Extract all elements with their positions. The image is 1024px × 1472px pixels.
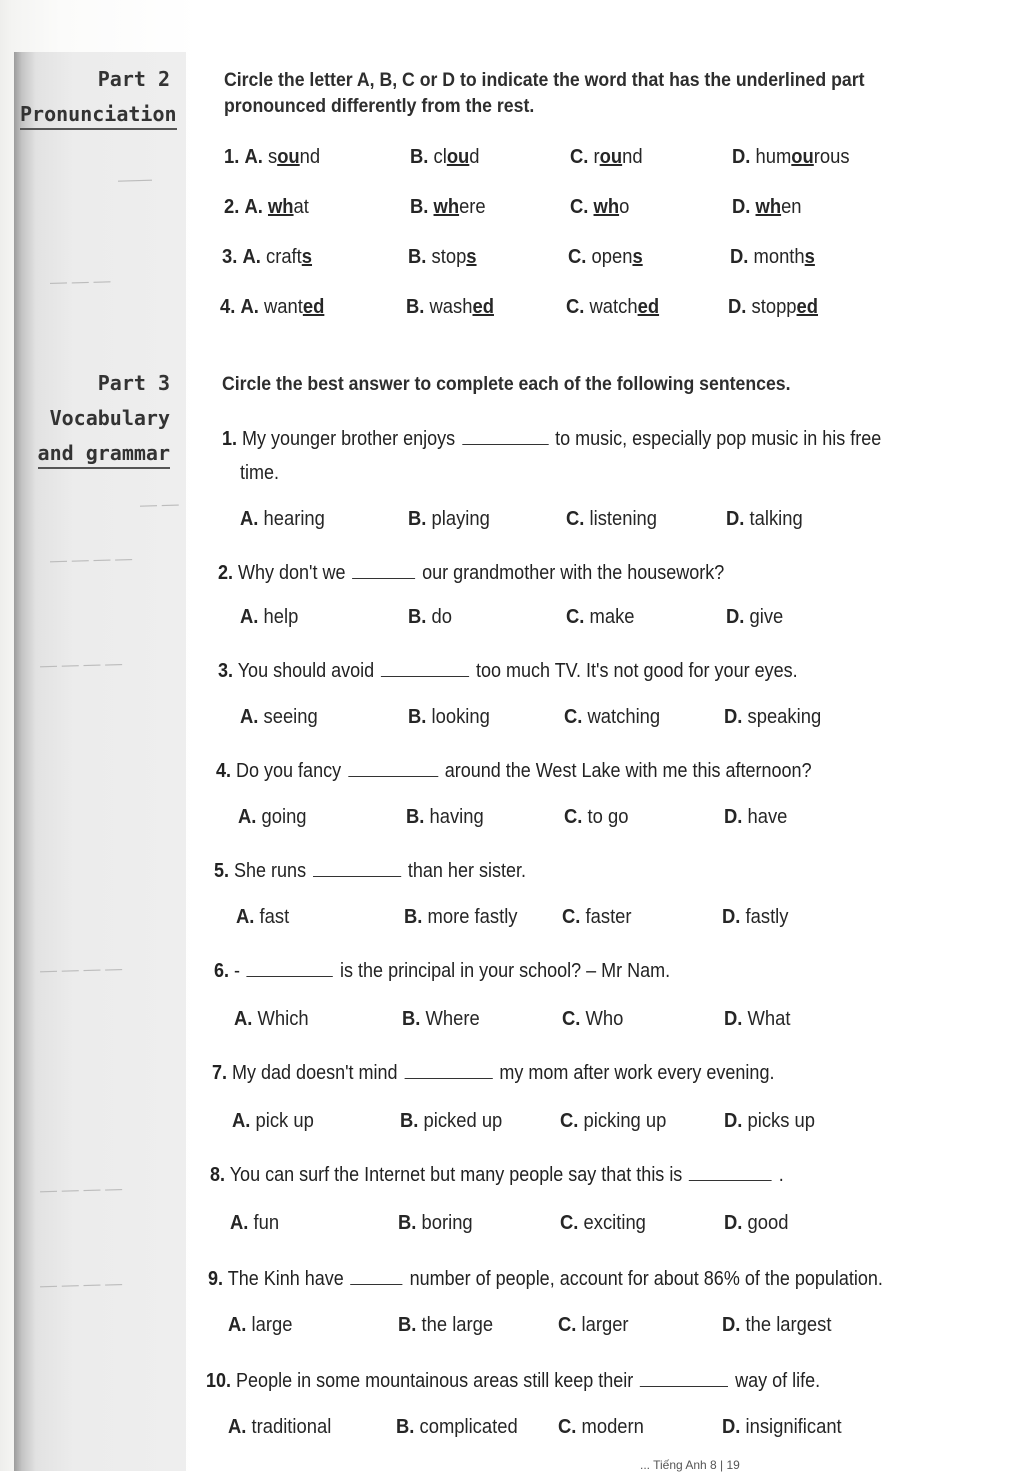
part3-instruction: Circle the best answer to complete each of the following sentences. xyxy=(222,374,791,395)
question-stem: My younger brother enjoys xyxy=(242,428,456,450)
option-text: larger xyxy=(581,1314,629,1336)
word-part: watch xyxy=(589,296,638,318)
underlined-sound: wh xyxy=(593,196,620,218)
option-letter: B. xyxy=(408,606,427,628)
underlined-sound: wh xyxy=(755,196,782,218)
part2-title: Pronunciation xyxy=(20,102,177,130)
answer-option[interactable] xyxy=(398,1314,493,1337)
option-text: fastly xyxy=(745,906,789,928)
option-letter: D. xyxy=(730,246,749,268)
option-text: to go xyxy=(587,806,629,828)
answer-option[interactable] xyxy=(240,508,325,531)
answer-option[interactable] xyxy=(724,1110,815,1133)
word-part: craft xyxy=(265,246,302,268)
underlined-sound: ou xyxy=(791,146,814,168)
option-letter: C. xyxy=(566,296,585,318)
part3-label xyxy=(20,366,170,471)
option-text: more fastly xyxy=(427,906,518,928)
question-number: 4. xyxy=(220,296,236,318)
bleed-through-marks: — — — — xyxy=(49,548,133,571)
word-part: r xyxy=(593,146,600,168)
underlined-sound: ed xyxy=(472,296,494,318)
answer-option[interactable] xyxy=(240,606,298,629)
option-text: picked up xyxy=(423,1110,503,1132)
word-part: hum xyxy=(755,146,792,168)
option-letter: A. xyxy=(228,1314,247,1336)
option-letter: D. xyxy=(722,906,741,928)
option-text: complicated xyxy=(419,1416,518,1438)
word-part: d xyxy=(469,146,480,168)
option-letter: B. xyxy=(410,146,429,168)
option-text: traditional xyxy=(251,1416,332,1438)
pronunciation-question-row xyxy=(224,196,924,226)
question-stem-end: too much TV. It's not good for your eyes. xyxy=(475,660,798,682)
answer-option[interactable] xyxy=(558,1416,644,1439)
part3-number: Part 3 xyxy=(97,371,170,395)
answer-option[interactable] xyxy=(222,246,312,269)
answer-option[interactable] xyxy=(724,806,787,829)
answer-option[interactable] xyxy=(402,1008,480,1031)
answer-option[interactable] xyxy=(726,508,803,531)
question-stem-end: to music, especially pop music in his free xyxy=(555,428,882,450)
option-letter: D. xyxy=(722,1314,741,1336)
option-letter: D. xyxy=(726,606,745,628)
pronunciation-question-row xyxy=(220,296,920,326)
answer-option[interactable] xyxy=(728,296,818,319)
question-stem: My dad doesn't mind xyxy=(232,1062,398,1084)
word-part: o xyxy=(619,196,630,218)
option-letter: A. xyxy=(240,296,259,318)
question-text xyxy=(216,754,812,788)
part2-number: Part 2 xyxy=(97,67,170,91)
underlined-sound: ed xyxy=(302,296,325,318)
option-letter: B. xyxy=(408,246,427,268)
answer-option[interactable] xyxy=(408,508,490,531)
option-letter: C. xyxy=(560,1212,579,1234)
answer-option[interactable] xyxy=(726,606,783,629)
question-text xyxy=(206,1364,820,1398)
option-letter: B. xyxy=(404,906,423,928)
word-part: nd xyxy=(622,146,643,168)
option-text: playing xyxy=(431,508,490,530)
option-text: do xyxy=(431,606,452,628)
answer-option[interactable] xyxy=(404,906,518,929)
answer-option[interactable] xyxy=(230,1212,279,1235)
answer-option[interactable] xyxy=(398,1212,473,1235)
left-margin-sidebar xyxy=(14,52,186,1471)
option-letter: D. xyxy=(724,806,743,828)
option-letter: D. xyxy=(732,146,751,168)
answer-option[interactable] xyxy=(238,806,307,829)
option-text: picks up xyxy=(747,1110,816,1132)
underlined-sound: wh xyxy=(433,196,460,218)
question-text xyxy=(214,854,526,888)
bleed-through-marks: — — xyxy=(139,494,179,515)
answer-blank xyxy=(381,675,469,677)
option-letter: B. xyxy=(400,1110,419,1132)
underlined-sound: ed xyxy=(637,296,660,318)
answer-option[interactable] xyxy=(722,1416,842,1439)
bleed-through-marks: — — — — xyxy=(39,958,123,981)
option-letter: A. xyxy=(234,1008,253,1030)
option-text: the large xyxy=(421,1314,494,1336)
part3-title-line2: and grammar xyxy=(38,441,170,469)
option-letter: B. xyxy=(408,508,427,530)
option-letter: C. xyxy=(564,806,583,828)
part3-title-line1: Vocabulary xyxy=(49,406,170,430)
answer-option[interactable] xyxy=(408,706,490,729)
word-part: stop xyxy=(431,246,467,268)
answer-option[interactable] xyxy=(408,246,477,269)
answer-blank xyxy=(351,1283,403,1285)
answer-option[interactable] xyxy=(724,1212,788,1235)
option-text: good xyxy=(747,1212,789,1234)
underlined-sound: ou xyxy=(446,146,470,168)
answer-option[interactable] xyxy=(566,296,659,319)
option-text: listening xyxy=(589,508,658,530)
option-letter: A. xyxy=(238,806,257,828)
word-part: month xyxy=(753,246,805,268)
option-text: pick up xyxy=(255,1110,314,1132)
option-letter: C. xyxy=(562,906,581,928)
option-letter: D. xyxy=(732,196,751,218)
option-letter: B. xyxy=(406,296,425,318)
answer-option[interactable] xyxy=(570,196,629,219)
question-stem: She runs xyxy=(234,860,307,882)
word-part: s xyxy=(267,146,278,168)
question-stem-end: my mom after work every evening. xyxy=(499,1062,775,1084)
word-part: nd xyxy=(299,146,321,168)
underlined-sound: ou xyxy=(277,146,300,168)
option-text: insignificant xyxy=(745,1416,842,1438)
option-letter: B. xyxy=(402,1008,421,1030)
answer-option[interactable] xyxy=(240,706,318,729)
answer-option[interactable] xyxy=(408,606,452,629)
answer-option[interactable] xyxy=(228,1416,331,1439)
option-text: boring xyxy=(421,1212,473,1234)
underlined-sound: s xyxy=(466,246,477,268)
answer-option[interactable] xyxy=(730,246,815,269)
option-text: help xyxy=(263,606,299,628)
answer-blank xyxy=(640,1385,728,1387)
bleed-through-marks: — — — xyxy=(49,271,111,292)
option-letter: C. xyxy=(558,1416,577,1438)
question-text xyxy=(212,1056,774,1090)
bleed-through-marks: — — — — xyxy=(39,653,123,676)
option-letter: C. xyxy=(570,146,589,168)
answer-option[interactable] xyxy=(406,296,494,319)
option-letter: C. xyxy=(560,1110,579,1132)
question-stem-end: is the principal in your school? – Mr Nam. xyxy=(340,960,671,982)
option-letter: A. xyxy=(228,1416,247,1438)
option-letter: D. xyxy=(728,296,747,318)
question-number: 2. xyxy=(224,196,240,218)
option-text: faster xyxy=(585,906,632,928)
page-footer: ... Tiếng Anh 8 | 19 xyxy=(640,1458,740,1472)
question-text xyxy=(218,654,798,688)
option-letter: A. xyxy=(236,906,255,928)
option-letter: D. xyxy=(722,1416,741,1438)
question-stem-end: around the West Lake with me this afternoon? xyxy=(444,760,812,782)
question-stem-end: way of life. xyxy=(735,1370,821,1392)
answer-option[interactable] xyxy=(234,1008,309,1031)
answer-option[interactable] xyxy=(410,196,486,219)
option-text: seeing xyxy=(263,706,318,728)
option-letter: A. xyxy=(240,706,259,728)
question-number: 1. xyxy=(224,146,240,168)
option-letter: A. xyxy=(242,246,261,268)
option-letter: A. xyxy=(232,1110,251,1132)
option-letter: B. xyxy=(396,1416,415,1438)
answer-blank xyxy=(689,1179,772,1181)
question-stem: You can surf the Internet but many people say that this is xyxy=(229,1164,683,1186)
bleed-through-marks: — — — — xyxy=(39,1178,123,1201)
answer-blank xyxy=(247,975,333,977)
answer-option[interactable] xyxy=(406,806,484,829)
option-letter: C. xyxy=(570,196,589,218)
question-text xyxy=(210,1158,784,1192)
underlined-sound: ed xyxy=(796,296,819,318)
answer-option[interactable] xyxy=(558,1314,629,1337)
option-text: make xyxy=(589,606,635,628)
question-stem: - xyxy=(234,960,241,982)
question-number: 8. xyxy=(210,1164,226,1186)
answer-option[interactable] xyxy=(566,508,657,531)
option-text: Which xyxy=(257,1008,309,1030)
answer-option[interactable] xyxy=(722,1314,831,1337)
bleed-through-marks: —— xyxy=(117,169,153,190)
option-letter: A. xyxy=(230,1212,249,1234)
option-letter: B. xyxy=(408,706,427,728)
answer-option[interactable] xyxy=(562,1008,623,1031)
answer-blank xyxy=(348,775,438,777)
question-number: 6. xyxy=(214,960,230,982)
answer-option[interactable] xyxy=(722,906,788,929)
question-stem-end: than her sister. xyxy=(407,860,526,882)
option-text: have xyxy=(747,806,788,828)
bleed-through-marks: — — — — xyxy=(39,1273,123,1296)
question-number: 2. xyxy=(218,562,234,584)
option-letter: D. xyxy=(726,508,745,530)
option-text: having xyxy=(429,806,484,828)
question-stem-end: our grandmother with the housework? xyxy=(422,562,725,584)
option-text: What xyxy=(747,1008,791,1030)
answer-option[interactable] xyxy=(570,146,643,169)
underlined-sound: ou xyxy=(599,146,623,168)
answer-option[interactable] xyxy=(562,906,632,929)
question-stem: People in some mountainous areas still keep their xyxy=(236,1370,634,1392)
option-letter: B. xyxy=(410,196,429,218)
option-text: Who xyxy=(585,1008,624,1030)
answer-option[interactable] xyxy=(564,706,660,729)
question-stem: The Kinh have xyxy=(227,1268,344,1290)
option-letter: B. xyxy=(398,1314,417,1336)
word-part: en xyxy=(781,196,802,218)
question-stem: Why don't we xyxy=(238,562,346,584)
question-text xyxy=(208,1262,883,1296)
answer-option[interactable] xyxy=(732,196,802,219)
option-letter: B. xyxy=(398,1212,417,1234)
question-number: 3. xyxy=(222,246,238,268)
answer-option[interactable] xyxy=(724,706,821,729)
option-letter: D. xyxy=(724,1110,743,1132)
answer-option[interactable] xyxy=(724,1008,790,1031)
option-text: hearing xyxy=(263,508,325,530)
answer-option[interactable] xyxy=(224,196,309,219)
option-letter: A. xyxy=(244,196,263,218)
option-letter: C. xyxy=(566,606,585,628)
word-part: ere xyxy=(459,196,486,218)
option-letter: D. xyxy=(724,706,743,728)
option-text: modern xyxy=(581,1416,644,1438)
option-text: Where xyxy=(425,1008,480,1030)
question-number: 7. xyxy=(212,1062,228,1084)
question-stem: Do you fancy xyxy=(236,760,342,782)
underlined-sound: s xyxy=(632,246,643,268)
part2-instruction: Circle the letter A, B, C or D to indicate the word that has the underlined part pronounced differently from the rest. xyxy=(224,70,865,117)
question-number: 10. xyxy=(206,1370,232,1392)
option-letter: C. xyxy=(558,1314,577,1336)
answer-blank xyxy=(352,577,415,579)
option-letter: D. xyxy=(724,1212,743,1234)
answer-option[interactable] xyxy=(228,1314,292,1337)
word-part: open xyxy=(591,246,633,268)
word-part: at xyxy=(293,196,309,218)
question-text xyxy=(222,422,881,456)
answer-option[interactable] xyxy=(232,1110,314,1133)
option-text: fast xyxy=(259,906,290,928)
option-text: going xyxy=(261,806,307,828)
part2-label xyxy=(20,62,177,132)
option-text: talking xyxy=(749,508,803,530)
word-part: stopp xyxy=(751,296,797,318)
option-text: fun xyxy=(253,1212,280,1234)
option-text: exciting xyxy=(583,1212,646,1234)
option-letter: A. xyxy=(240,606,259,628)
question-number: 9. xyxy=(208,1268,224,1290)
answer-blank xyxy=(404,1077,492,1079)
question-number: 3. xyxy=(218,660,234,682)
question-text xyxy=(214,954,670,988)
option-letter: B. xyxy=(406,806,425,828)
answer-blank xyxy=(462,443,548,445)
option-text: the largest xyxy=(745,1314,832,1336)
word-part: want xyxy=(263,296,303,318)
word-part: wash xyxy=(429,296,473,318)
answer-option[interactable] xyxy=(564,806,628,829)
option-text: looking xyxy=(431,706,490,728)
option-text: give xyxy=(749,606,784,628)
option-letter: C. xyxy=(564,706,583,728)
word-part: rous xyxy=(813,146,850,168)
option-letter: A. xyxy=(244,146,263,168)
answer-option[interactable] xyxy=(400,1110,502,1133)
answer-option[interactable] xyxy=(410,146,480,169)
answer-option[interactable] xyxy=(732,146,850,169)
question-number: 5. xyxy=(214,860,230,882)
option-letter: A. xyxy=(240,508,259,530)
pronunciation-question-row xyxy=(224,146,924,176)
option-text: speaking xyxy=(747,706,822,728)
underlined-sound: s xyxy=(301,246,313,268)
answer-option[interactable] xyxy=(566,606,635,629)
question-number: 1. xyxy=(222,428,238,450)
question-text xyxy=(218,556,724,590)
question-continuation: time. xyxy=(240,462,280,484)
answer-option[interactable] xyxy=(568,246,643,269)
answer-option[interactable] xyxy=(220,296,324,319)
question-number: 4. xyxy=(216,760,232,782)
question-stem-end: . xyxy=(778,1164,784,1186)
answer-option[interactable] xyxy=(224,146,320,169)
answer-option[interactable] xyxy=(396,1416,518,1439)
option-letter: C. xyxy=(566,508,585,530)
option-text: watching xyxy=(587,706,661,728)
answer-option[interactable] xyxy=(560,1212,646,1235)
answer-option[interactable] xyxy=(236,906,289,929)
underlined-sound: s xyxy=(804,246,815,268)
option-text: large xyxy=(251,1314,293,1336)
pronunciation-question-row xyxy=(222,246,922,276)
question-stem: You should avoid xyxy=(237,660,375,682)
option-letter: C. xyxy=(562,1008,581,1030)
word-part: cl xyxy=(433,146,447,168)
question-stem-end: number of people, account for about 86% of the population. xyxy=(409,1268,883,1290)
option-letter: C. xyxy=(568,246,587,268)
option-text: picking up xyxy=(583,1110,667,1132)
underlined-sound: wh xyxy=(267,196,294,218)
option-letter: D. xyxy=(724,1008,743,1030)
answer-blank xyxy=(313,875,401,877)
answer-option[interactable] xyxy=(560,1110,666,1133)
